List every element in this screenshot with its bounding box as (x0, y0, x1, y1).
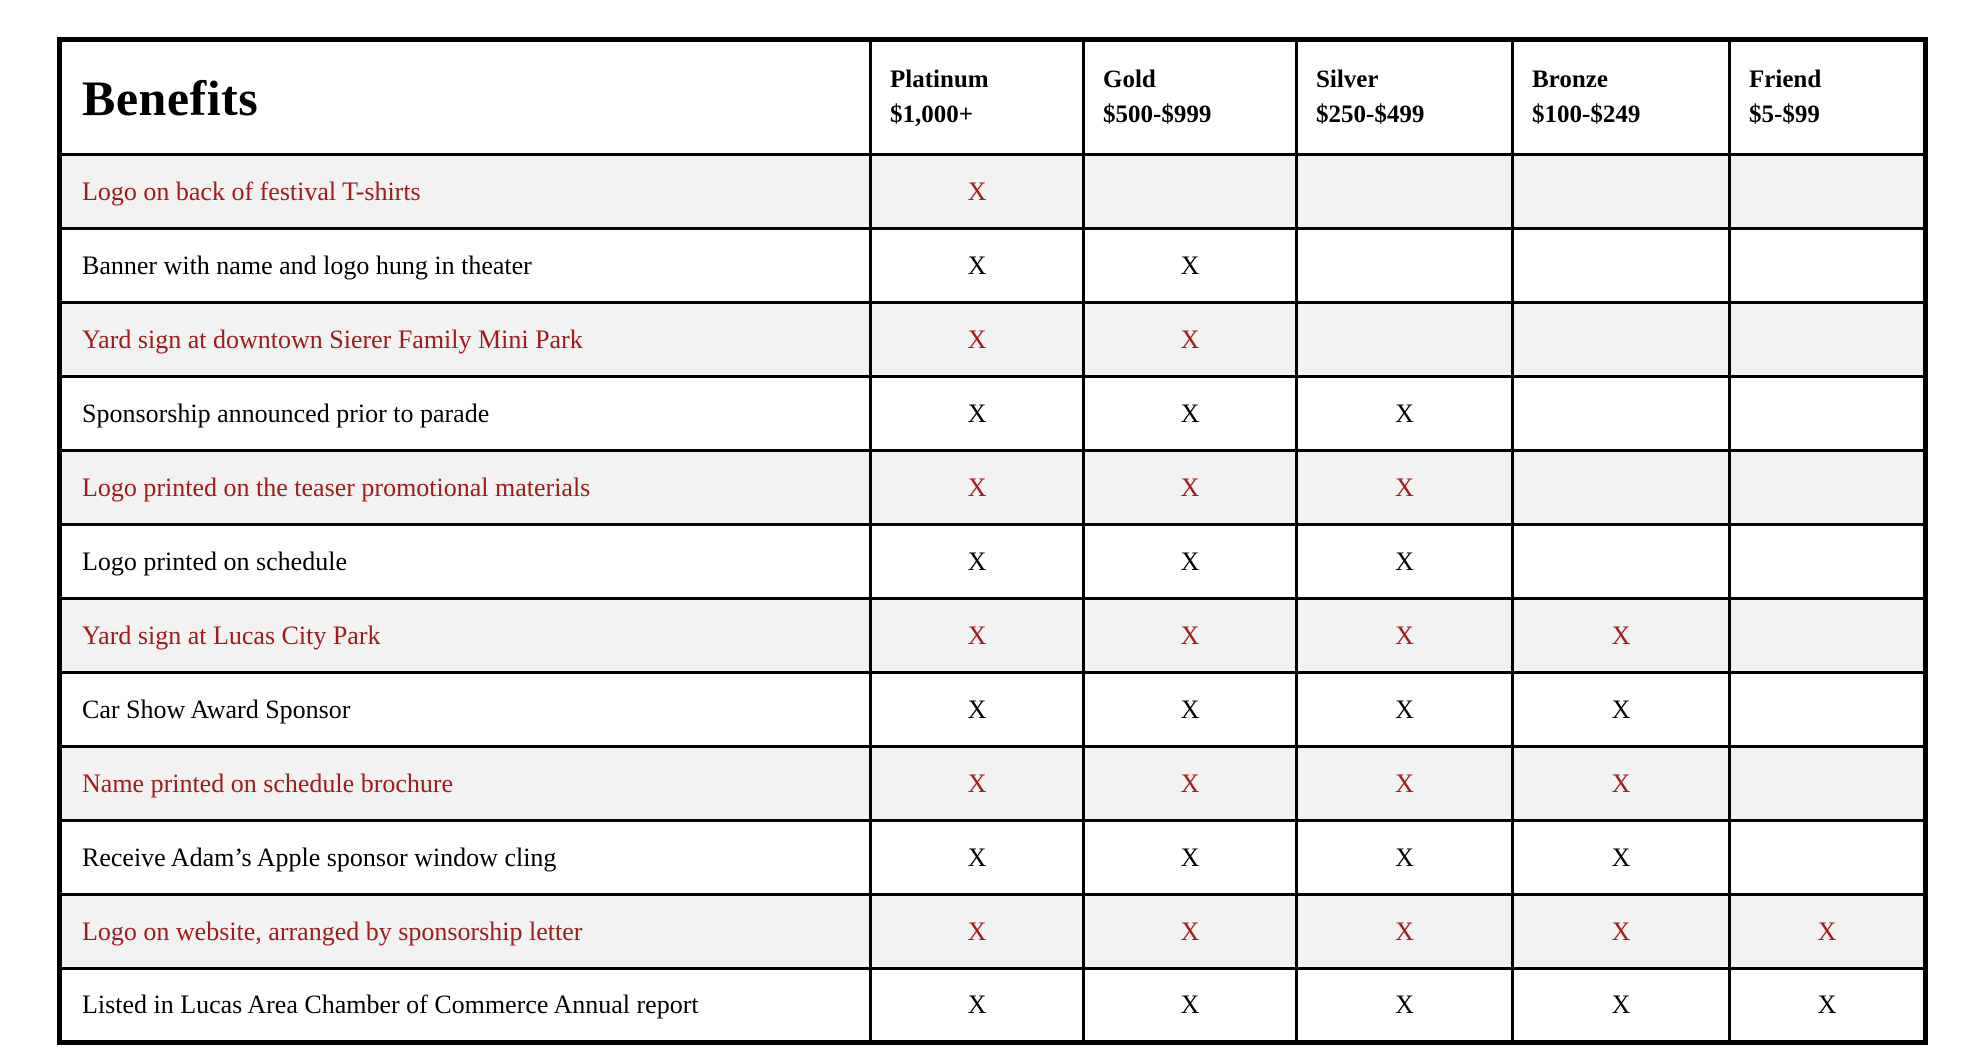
tier-mark-cell-platinum: X (871, 377, 1084, 451)
tier-mark-cell-silver (1297, 303, 1513, 377)
benefit-label: Listed in Lucas Area Chamber of Commerce Annual report (60, 969, 871, 1043)
tier-range: $5-$99 (1749, 100, 1820, 128)
benefit-row (60, 673, 1926, 747)
tier-mark-cell-gold: X (1084, 525, 1297, 599)
tier-mark-cell-gold: X (1084, 747, 1297, 821)
benefit-label: Car Show Award Sponsor (60, 673, 871, 747)
tier-mark-cell-gold: X (1084, 377, 1297, 451)
tier-mark-cell-friend: X (1730, 895, 1926, 969)
tier-name: Friend (1749, 66, 1822, 93)
tier-mark-cell-gold: X (1084, 969, 1297, 1043)
tier-mark-cell-gold: X (1084, 599, 1297, 673)
tier-mark-cell-silver: X (1297, 821, 1513, 895)
tier-mark-cell-silver: X (1297, 599, 1513, 673)
tier-mark-cell-silver (1297, 155, 1513, 229)
tier-mark-cell-gold: X (1084, 229, 1297, 303)
benefit-label: Sponsorship announced prior to parade (60, 377, 871, 451)
tier-mark-cell-bronze (1513, 229, 1730, 303)
tier-mark-cell-silver: X (1297, 673, 1513, 747)
benefits-table-body (60, 155, 1926, 1043)
tier-mark-cell-bronze: X (1513, 747, 1730, 821)
tier-mark-cell-gold: X (1084, 895, 1297, 969)
tier-mark-cell-platinum: X (871, 525, 1084, 599)
benefit-label: Yard sign at downtown Sierer Family Mini Park (60, 303, 871, 377)
benefit-label: Name printed on schedule brochure (60, 747, 871, 821)
tier-header-cell-friend (1730, 40, 1926, 155)
tier-mark-cell-friend (1730, 451, 1926, 525)
tier-mark-cell-bronze: X (1513, 821, 1730, 895)
tier-mark-cell-friend (1730, 747, 1926, 821)
tier-mark-cell-silver: X (1297, 747, 1513, 821)
tier-mark-cell-friend (1730, 599, 1926, 673)
benefit-row (60, 599, 1926, 673)
tier-mark-cell-friend (1730, 673, 1926, 747)
benefit-label: Yard sign at Lucas City Park (60, 599, 871, 673)
benefit-label: Logo printed on the teaser promotional materials (60, 451, 871, 525)
benefit-row (60, 155, 1926, 229)
benefit-row (60, 229, 1926, 303)
tier-mark-cell-friend (1730, 155, 1926, 229)
benefit-row (60, 377, 1926, 451)
benefit-row (60, 303, 1926, 377)
tier-mark-cell-bronze (1513, 303, 1730, 377)
tier-name: Platinum (890, 66, 989, 93)
tier-mark-cell-bronze: X (1513, 895, 1730, 969)
tier-name: Bronze (1532, 66, 1608, 93)
benefit-label: Receive Adam’s Apple sponsor window cling (60, 821, 871, 895)
tier-mark-cell-platinum: X (871, 969, 1084, 1043)
tier-mark-cell-silver: X (1297, 525, 1513, 599)
tier-mark-cell-friend (1730, 377, 1926, 451)
tier-range: $100-$249 (1532, 100, 1641, 128)
benefit-label: Logo on website, arranged by sponsorship letter (60, 895, 871, 969)
tier-mark-cell-silver: X (1297, 377, 1513, 451)
tier-header-cell-gold (1084, 40, 1297, 155)
tier-range: $500-$999 (1103, 100, 1212, 128)
tier-header-cell-platinum (871, 40, 1084, 155)
header-row (60, 40, 1926, 155)
tier-mark-cell-silver: X (1297, 895, 1513, 969)
tier-range: $250-$499 (1316, 100, 1425, 128)
tier-mark-cell-silver: X (1297, 969, 1513, 1043)
tier-mark-cell-gold: X (1084, 673, 1297, 747)
tier-mark-cell-gold: X (1084, 303, 1297, 377)
tier-mark-cell-platinum: X (871, 155, 1084, 229)
tier-mark-cell-platinum: X (871, 451, 1084, 525)
benefits-header-cell: Benefits (60, 40, 871, 155)
tier-mark-cell-gold: X (1084, 451, 1297, 525)
tier-mark-cell-gold (1084, 155, 1297, 229)
benefit-label: Logo printed on schedule (60, 525, 871, 599)
tier-header-cell-bronze (1513, 40, 1730, 155)
benefit-row (60, 525, 1926, 599)
tier-name: Gold (1103, 66, 1156, 93)
sponsorship-benefits-table (57, 37, 1928, 1045)
tier-name: Silver (1316, 66, 1379, 93)
tier-mark-cell-platinum: X (871, 821, 1084, 895)
tier-mark-cell-bronze (1513, 155, 1730, 229)
benefit-row (60, 747, 1926, 821)
tier-mark-cell-bronze: X (1513, 673, 1730, 747)
benefit-label: Logo on back of festival T-shirts (60, 155, 871, 229)
tier-range: $1,000+ (890, 100, 973, 128)
tier-mark-cell-bronze (1513, 525, 1730, 599)
tier-mark-cell-platinum: X (871, 599, 1084, 673)
tier-mark-cell-bronze (1513, 451, 1730, 525)
tier-mark-cell-bronze (1513, 377, 1730, 451)
tier-mark-cell-bronze: X (1513, 969, 1730, 1043)
tier-mark-cell-friend (1730, 525, 1926, 599)
tier-mark-cell-silver: X (1297, 451, 1513, 525)
benefit-row (60, 451, 1926, 525)
tier-mark-cell-platinum: X (871, 229, 1084, 303)
tier-mark-cell-platinum: X (871, 747, 1084, 821)
benefit-row (60, 969, 1926, 1043)
tier-mark-cell-bronze: X (1513, 599, 1730, 673)
tier-mark-cell-friend (1730, 229, 1926, 303)
tier-mark-cell-platinum: X (871, 895, 1084, 969)
tier-mark-cell-friend: X (1730, 969, 1926, 1043)
tier-header-cell-silver (1297, 40, 1513, 155)
tier-mark-cell-gold: X (1084, 821, 1297, 895)
tier-mark-cell-silver (1297, 229, 1513, 303)
tier-mark-cell-friend (1730, 303, 1926, 377)
benefit-row (60, 895, 1926, 969)
tier-mark-cell-friend (1730, 821, 1926, 895)
benefit-row (60, 821, 1926, 895)
tier-mark-cell-platinum: X (871, 673, 1084, 747)
tier-mark-cell-platinum: X (871, 303, 1084, 377)
benefit-label: Banner with name and logo hung in theater (60, 229, 871, 303)
